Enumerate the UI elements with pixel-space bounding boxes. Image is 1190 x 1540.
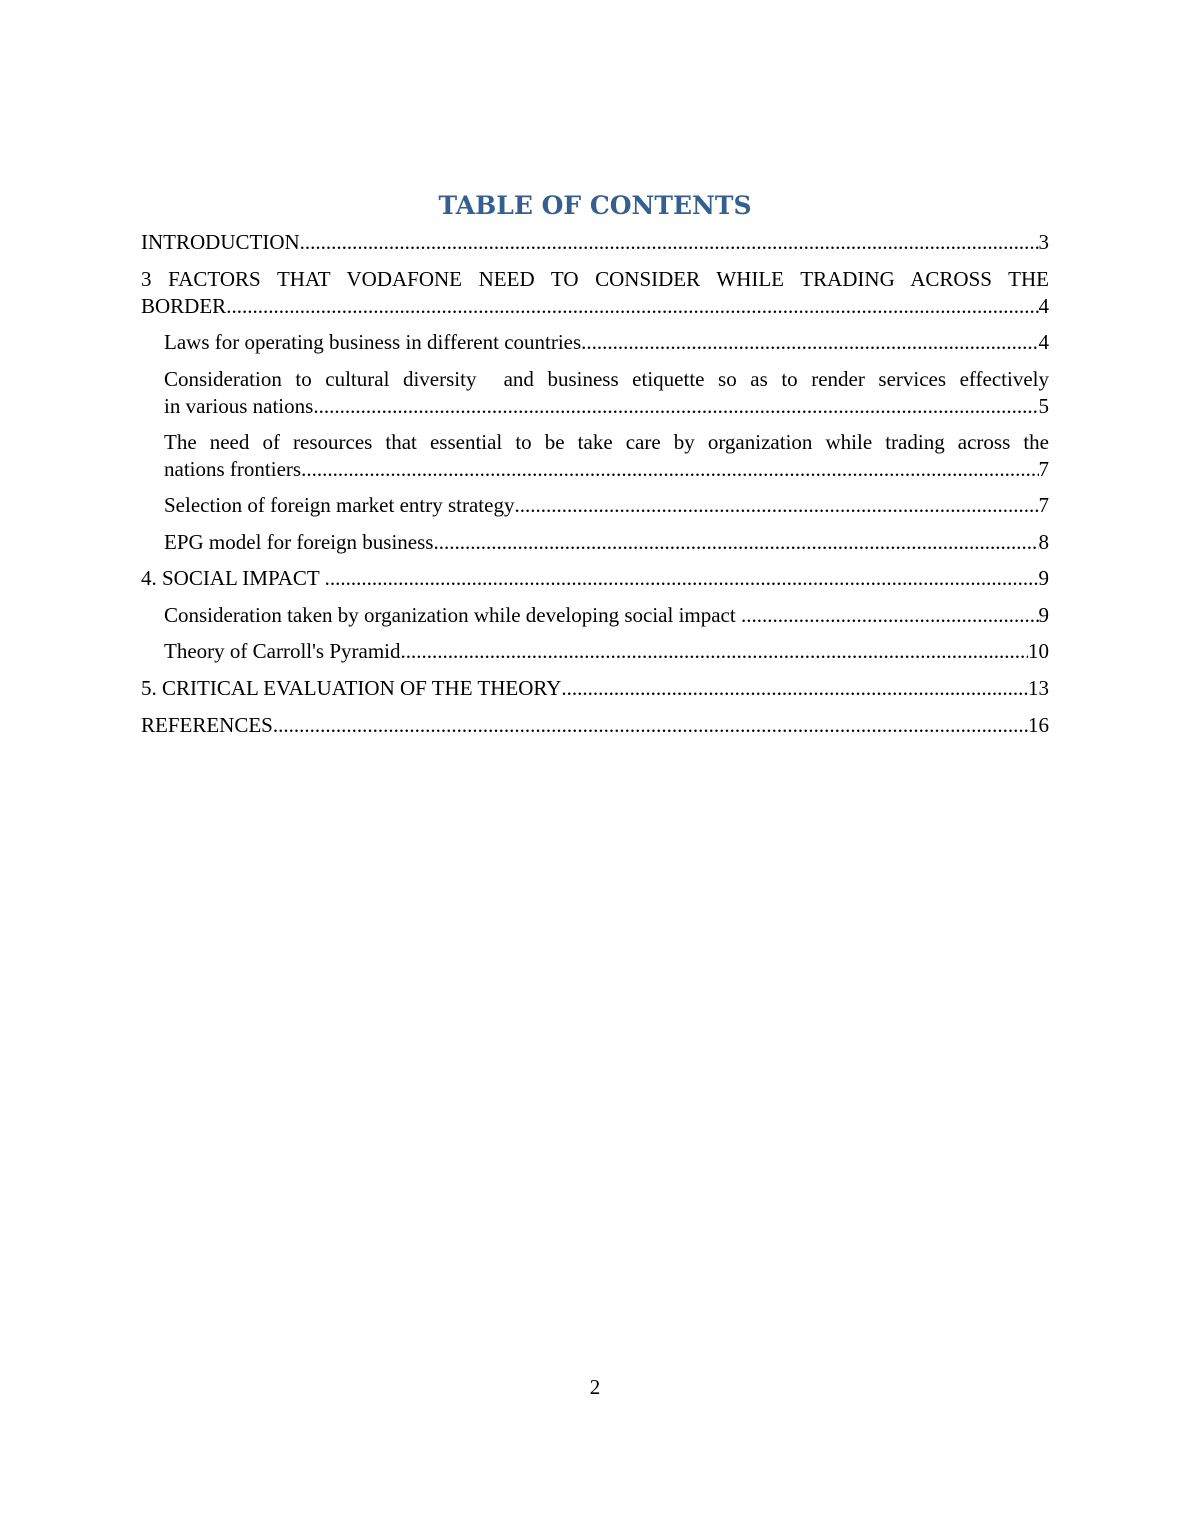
toc-leader-dots: [514, 492, 1038, 519]
toc-leader-dots: [300, 229, 1039, 256]
toc-entry-page: 4: [1038, 294, 1049, 318]
toc-leader-dots: [561, 675, 1028, 702]
toc-entry-social-impact[interactable]: [141, 565, 1049, 592]
toc-entry-page: 8: [1038, 530, 1049, 554]
toc-leader-dots: [273, 712, 1028, 739]
toc-entry-label: Consideration taken by organization while developing social impact: [164, 603, 741, 627]
toc-entry-page: 3: [1038, 230, 1049, 254]
toc-entry-label: EPG model for foreign business: [164, 530, 434, 554]
toc-leader-dots: [581, 329, 1038, 356]
toc-entry-label: in various nations: [164, 394, 314, 418]
toc-entry-label: BORDER: [141, 294, 227, 318]
toc-entry-carrolls-pyramid[interactable]: [164, 638, 1049, 665]
toc-entry-introduction[interactable]: [141, 229, 1049, 256]
toc-entry-label: Theory of Carroll's Pyramid: [164, 639, 401, 663]
toc-entry-wrap-text: The need of resources that essential to be take care by organization while trading across the: [164, 430, 1049, 454]
toc-entry-label: Laws for operating business in different countries: [164, 330, 582, 354]
toc-entry-label: nations frontiers: [164, 457, 302, 481]
page-number: 2: [589, 1375, 601, 1399]
toc-entry-label: 4. SOCIAL IMPACT: [141, 566, 325, 590]
toc-entry-label-line1: [141, 266, 1049, 293]
toc-entry-cultural-diversity[interactable]: [164, 366, 1049, 420]
toc-leader-dots: [313, 393, 1038, 420]
toc-leader-dots: [301, 456, 1038, 483]
toc-entry-social-impact-consideration[interactable]: [164, 602, 1049, 629]
toc-entry-label: Selection of foreign market entry strategy: [164, 493, 515, 517]
toc-entry-label: INTRODUCTION: [141, 230, 300, 254]
toc-entry-label: 5. CRITICAL EVALUATION OF THE THEORY: [141, 676, 562, 700]
toc-entry-page: 4: [1038, 330, 1049, 354]
toc-entry-laws[interactable]: [164, 329, 1049, 356]
toc-entry-critical-evaluation[interactable]: [141, 675, 1049, 702]
toc-entry-factors[interactable]: [141, 266, 1049, 320]
toc-entry-page: 10: [1028, 639, 1049, 663]
toc-entry-page: 7: [1038, 493, 1049, 517]
toc-leader-dots: [741, 602, 1039, 629]
toc-entry-epg-model[interactable]: [164, 529, 1049, 556]
toc-entry-resources[interactable]: [164, 429, 1049, 483]
toc-leader-dots: [401, 638, 1029, 665]
toc-entry-wrap-text: Consideration to cultural diversity and business etiquette so as to render services effectively: [164, 367, 1049, 391]
toc-leader-dots: [226, 293, 1038, 320]
toc-leader-dots: [325, 565, 1039, 592]
toc-entry-entry-strategy[interactable]: [164, 492, 1049, 519]
toc-entry-page: 7: [1038, 457, 1049, 481]
toc-entry-page: 5: [1038, 394, 1049, 418]
toc-entry-label: REFERENCES: [141, 713, 273, 737]
toc-entry-page: 16: [1028, 713, 1049, 737]
toc-leader-dots: [433, 529, 1038, 556]
toc-entry-page: 13: [1028, 676, 1049, 700]
toc-title: TABLE OF CONTENTS: [438, 191, 752, 220]
toc-entry-page: 9: [1038, 566, 1049, 590]
toc-entry-page: 9: [1038, 603, 1049, 627]
toc-entry-references[interactable]: [141, 712, 1049, 739]
toc-entry-wrap-text: 3 FACTORS THAT VODAFONE NEED TO CONSIDER WHILE TRADING ACROSS THE: [141, 267, 1049, 291]
